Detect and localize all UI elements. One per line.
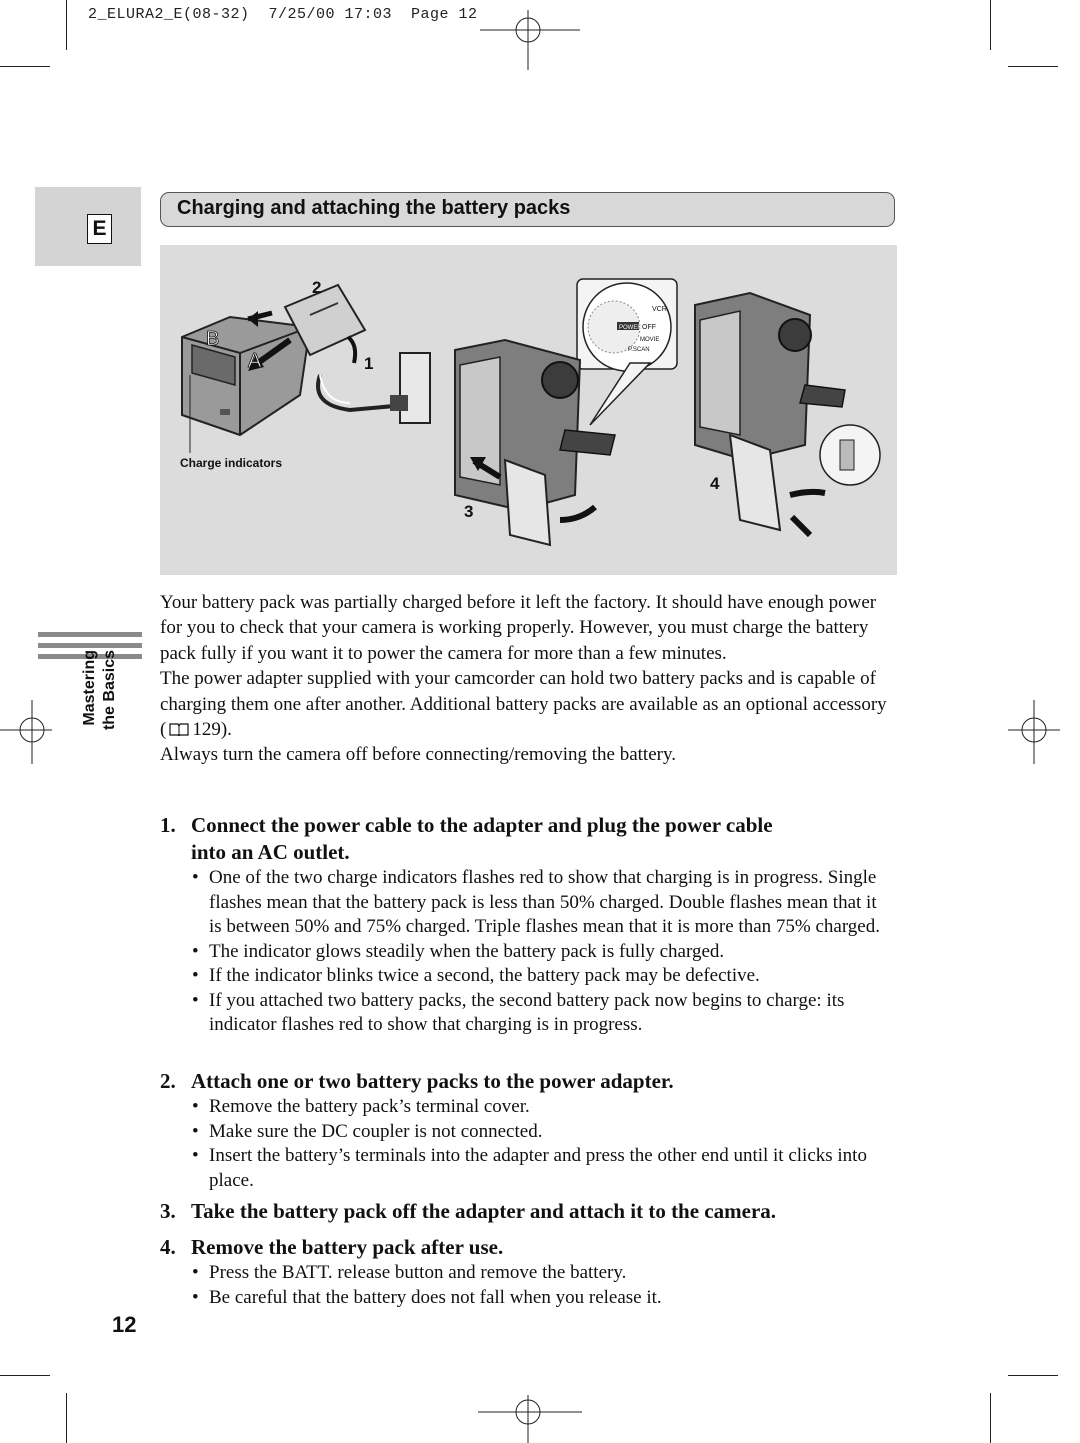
step-3-heading: 3. Take the battery pack off the adapter and attach it to the camera. <box>160 1199 777 1223</box>
step-1-bullets <box>160 866 890 1038</box>
book-icon <box>169 722 189 736</box>
step-4-bullets <box>160 1261 890 1310</box>
list-item: • If you attached two battery packs, the second battery pack now begins to charge: its indicator flashes red to show that charging is in progress. <box>192 989 890 1038</box>
figure-label-2: 2 <box>312 278 322 297</box>
step-2-heading: 2. Attach one or two battery packs to the power adapter. <box>160 1069 674 1093</box>
camcorder-drawing-left <box>455 340 615 545</box>
ac-outlet-drawing <box>400 353 430 423</box>
figure-label-1: 1 <box>364 354 374 373</box>
language-tab-label: E <box>87 214 112 244</box>
dial-label-pscan: P.SCAN <box>628 347 650 353</box>
intro-paragraph-3: Always turn the camera off before connecting/removing the battery. <box>160 744 676 766</box>
figure-label-b: B <box>206 328 220 350</box>
dial-label-off: OFF <box>642 324 656 331</box>
list-item: • Be careful that the battery does not fall when you release it. <box>192 1286 890 1311</box>
step-4 <box>160 1234 890 1310</box>
side-label-line-1: Mastering <box>81 650 98 726</box>
mode-dial-drawing <box>577 279 677 425</box>
power-adapter-drawing <box>182 317 310 453</box>
list-item: • Press the BATT. release button and remove the battery. <box>192 1261 890 1286</box>
registration-mark-top <box>480 10 580 70</box>
section-title: Charging and attaching the battery packs <box>177 197 571 219</box>
intro-paragraph-2: The power adapter supplied with your camcorder can hold two battery packs and is capable of charging them one after another. Additional battery packs are available as an optional accessory ( 129). <box>160 668 887 741</box>
figure-label-3: 3 <box>464 502 474 521</box>
dial-label-power: POWER <box>619 325 642 331</box>
registration-mark-right <box>1008 700 1060 764</box>
step-1-heading: 1. Connect the power cable to the adapter and plug the power cable into an AC outlet. <box>160 813 773 864</box>
figure-label-4: 4 <box>710 474 720 493</box>
battery-illustration-drawing <box>160 245 897 575</box>
camcorder-drawing-right <box>695 293 880 535</box>
dial-label-movie: MOVIE <box>640 337 660 343</box>
intro-paragraph-1: Your battery pack was partially charged before it left the factory. It should have enough power for you to check that your camera is working properly. However, you must charge the battery pack fully if you want it to power the camera for more than a few minutes. <box>160 592 877 664</box>
page-number: 12 <box>112 1312 137 1337</box>
battery-illustration <box>160 245 897 575</box>
step-2 <box>160 1068 890 1193</box>
intro-text <box>160 590 890 768</box>
figure-label-a: A <box>248 350 262 372</box>
list-item: • Remove the battery pack’s terminal cover. <box>192 1095 890 1120</box>
list-item: • If the indicator blinks twice a second, the battery pack may be defective. <box>192 964 890 989</box>
list-item: • Make sure the DC coupler is not connected. <box>192 1120 890 1145</box>
step-4-heading: 4. Remove the battery pack after use. <box>160 1235 504 1259</box>
language-tab <box>35 187 141 266</box>
side-label-line-2: the Basics <box>101 650 118 731</box>
section-title-bar <box>160 192 895 227</box>
print-header: 2_ELURA2_E(08-32) 7/25/00 17:03 Page 12 <box>88 6 478 23</box>
charge-indicators-label: Charge indicators <box>180 456 283 470</box>
list-item: • The indicator glows steadily when the battery pack is fully charged. <box>192 940 890 965</box>
registration-mark-left <box>0 700 52 764</box>
list-item: • Insert the battery’s terminals into the adapter and press the other end until it clicks into place. <box>192 1144 890 1193</box>
list-item: • One of the two charge indicators flashes red to show that charging is in progress. Single flashes mean that the battery pack is less than 50% charged. Double flashes mean that it is between 50% and 75% charged. Triple flashes mean that it is more than 75% charged. <box>192 866 890 940</box>
side-section-label <box>80 650 120 770</box>
dial-label-vcr: VCR <box>652 306 667 313</box>
step-3 <box>160 1198 890 1225</box>
registration-mark-bottom <box>478 1395 582 1443</box>
step-2-bullets <box>160 1095 890 1193</box>
step-1 <box>160 812 890 1038</box>
